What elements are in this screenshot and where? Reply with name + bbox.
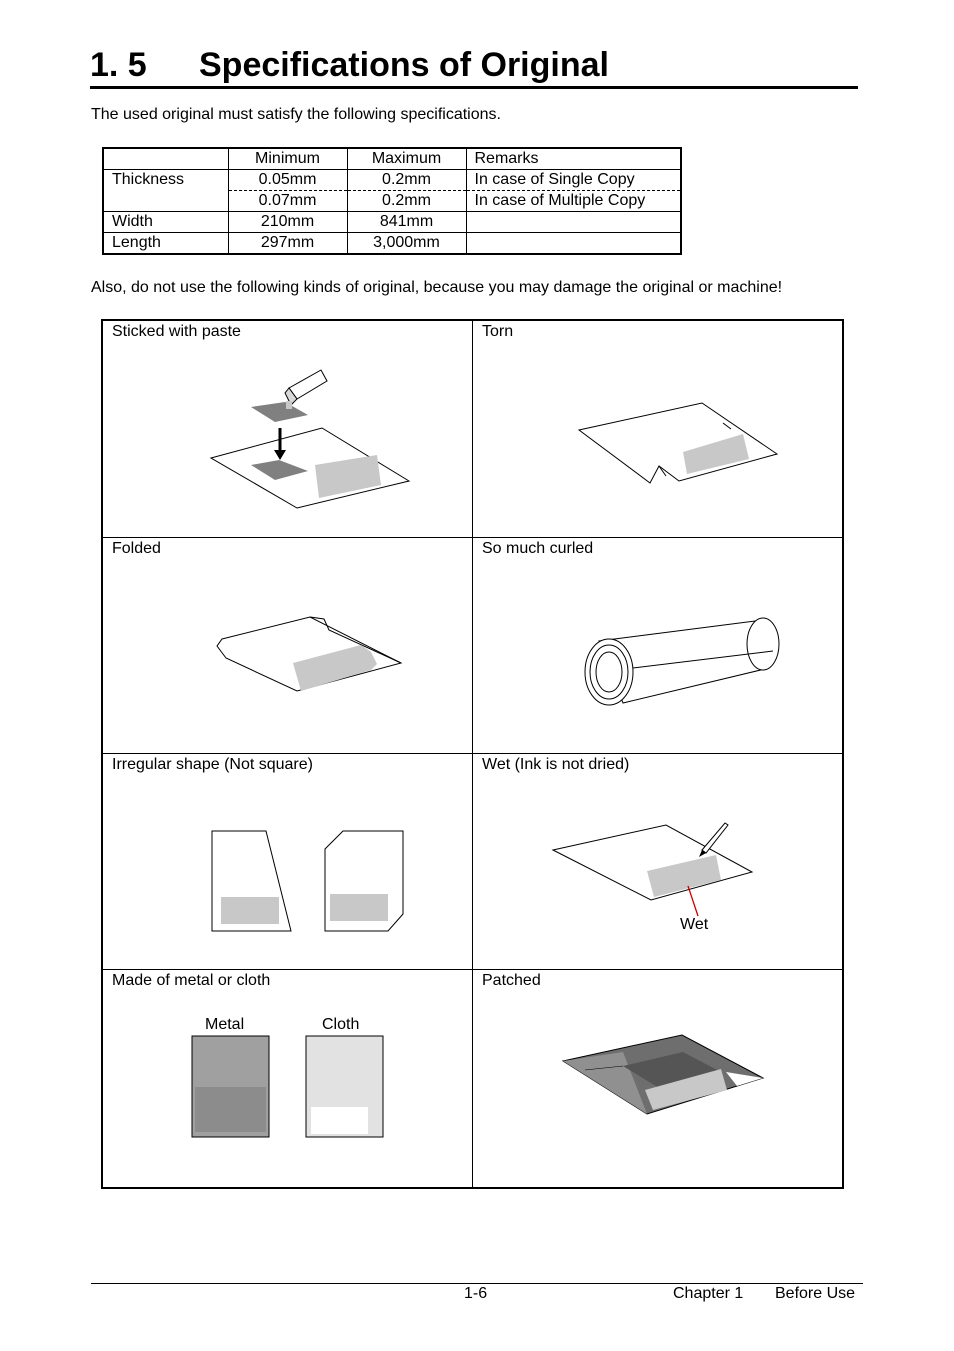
footer-rule [91, 1283, 863, 1284]
remarks-cell: In case of Single Copy [466, 170, 681, 191]
original-label: Patched [482, 972, 541, 989]
max-cell: 3,000mm [347, 233, 466, 255]
remarks-cell [466, 212, 681, 233]
row-label [103, 191, 228, 212]
section-number: 1. 5 [90, 46, 147, 84]
original-cell-folded [103, 538, 473, 754]
original-cell-torn [473, 321, 842, 538]
row-label: Width [103, 212, 228, 233]
patched-illustration [473, 970, 842, 1187]
section-title: Specifications of Original [199, 46, 609, 84]
row-label: Thickness [103, 170, 228, 191]
original-cell-irregular [103, 754, 473, 970]
max-cell: 0.2mm [347, 170, 466, 191]
table-header-cell [103, 148, 228, 170]
table-header-row [103, 148, 681, 170]
row-label: Length [103, 233, 228, 255]
footer-section: Before Use [775, 1285, 856, 1302]
table-row [103, 191, 681, 212]
irregular-illustration [103, 754, 473, 970]
min-cell: 210mm [228, 212, 347, 233]
table-row [103, 212, 681, 233]
wet-illustration [473, 754, 842, 970]
min-cell: 0.07mm [228, 191, 347, 212]
min-cell: 0.05mm [228, 170, 347, 191]
original-label: Wet (Ink is not dried) [482, 756, 630, 773]
metal-cloth-illustration [103, 970, 473, 1187]
original-label: Torn [482, 323, 514, 340]
remarks-cell [466, 233, 681, 255]
table-header-cell: Remarks [466, 148, 681, 170]
warning-text: Also, do not use the following kinds of original, because you may damage the original or machine! [91, 279, 783, 296]
table-header-cell: Maximum [347, 148, 466, 170]
originals-grid [101, 319, 844, 1189]
original-label: Sticked with paste [112, 323, 241, 340]
max-cell: 841mm [347, 212, 466, 233]
table-header-cell: Minimum [228, 148, 347, 170]
max-cell: 0.2mm [347, 191, 466, 212]
page-number: 1-6 [464, 1285, 488, 1302]
table-row [103, 170, 681, 191]
cloth-label: Cloth [322, 1016, 360, 1033]
original-label: Made of metal or cloth [112, 972, 271, 989]
remarks-cell: In case of Multiple Copy [466, 191, 681, 212]
wet-annotation: Wet [680, 916, 709, 933]
intro-text: The used original must satisfy the following specifications. [91, 106, 501, 123]
original-label: Folded [112, 540, 161, 557]
curled-illustration [473, 538, 842, 754]
min-cell: 297mm [228, 233, 347, 255]
table-row [103, 233, 681, 255]
original-cell-curled [473, 538, 842, 754]
paste-illustration [103, 321, 473, 538]
original-cell-paste [103, 321, 473, 538]
page-title [90, 44, 858, 89]
folded-illustration [103, 538, 473, 754]
footer-chapter: Chapter 1 [673, 1285, 744, 1302]
metal-label: Metal [205, 1016, 245, 1033]
spec-table [102, 147, 682, 255]
original-cell-wet [473, 754, 842, 970]
original-label: So much curled [482, 540, 594, 557]
original-label: Irregular shape (Not square) [112, 756, 313, 773]
original-cell-metal-cloth [103, 970, 473, 1187]
torn-illustration [473, 321, 842, 538]
original-cell-patched [473, 970, 842, 1187]
